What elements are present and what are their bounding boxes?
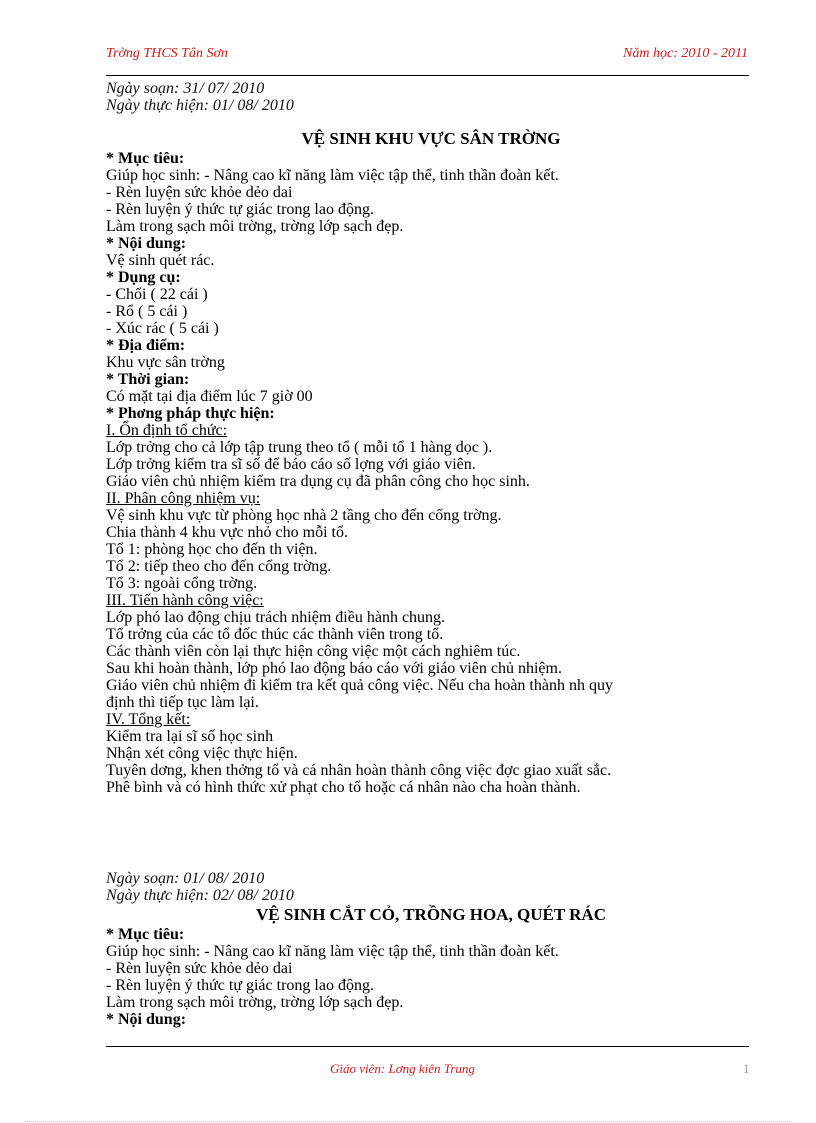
text-line: - Rổ ( 5 cái ) [106,303,188,320]
text-line: Khu vực sân trờng [106,354,225,371]
subsection-heading: III. Tiến hành công việc: [106,592,264,609]
school-year: Năm học: 2010 - 2011 [623,46,748,61]
lesson-title: VỆ SINH KHU VỰC SÂN TRỜNG [301,129,561,148]
text-line: Có mặt tại địa điểm lúc 7 giờ 00 [106,388,313,405]
text-line: Vệ sinh quét rác. [106,252,215,269]
lesson-1 [106,80,756,796]
section-heading: * Thời gian: [106,371,190,388]
subsection-heading: IV. Tổng kết: [106,711,191,728]
text-line: - Rèn luyện ý thức tự giác trong lao động. [106,977,374,994]
text-line: - Chổi ( 22 cái ) [106,286,208,303]
teacher-name: Giáo viên: Lơng kiên Trung [330,1061,475,1076]
section-heading: * Mục tiêu: [106,926,185,943]
footer-rule [106,1046,749,1047]
text-line: - Rèn luyện ý thức tự giác trong lao động. [106,201,374,218]
subsection-heading: I. Ổn định tổ chức: [106,422,228,439]
text-line: - Xúc rác ( 5 cái ) [106,320,219,337]
text-line: Các thành viên còn lại thực hiện công việc một cách nghiêm túc. [106,643,521,660]
text-line: Giúp học sinh: - Nâng cao kĩ năng làm việc tập thể, tinh thần đoàn kết. [106,167,559,184]
page-number: 1 [743,1061,750,1076]
date-executed: Ngày thực hiện: 01/ 08/ 2010 [106,97,294,114]
text-line: Sau khi hoàn thành, lớp phó lao động báo cáo với giáo viên chủ nhiệm. [106,660,562,677]
section-heading: * Phơng pháp thực hiện: [106,405,275,422]
text-line: Tổ 3: ngoài cổng trờng. [106,575,258,592]
section-heading: * Dụng cụ: [106,269,181,286]
text-line: Làm trong sạch môi trờng, trờng lớp sạch đẹp. [106,994,404,1011]
date-prepared: Ngày soạn: 31/ 07/ 2010 [106,80,265,97]
lesson-2-lines [106,926,756,1028]
text-line: Lớp trởng cho cả lớp tập trung theo tổ ( mỗi tổ 1 hàng dọc ). [106,439,493,456]
text-line: Lớp phó lao động chịu trách nhiệm điều hành chung. [106,609,446,626]
spacer [106,796,756,870]
text-line: Lớp trởng kiểm tra sĩ số để báo cáo số lợng với giáo viên. [106,456,476,473]
subsection-heading: II. Phân công nhiệm vụ: [106,490,261,507]
text-line: Kiểm tra lại sĩ số học sinh [106,728,274,745]
lesson-title: VỆ SINH CẮT CỎ, TRỒNG HOA, QUÉT RÁC [256,905,606,924]
text-line: Tuyên dơng, khen thởng tổ và cá nhân hoàn thành công việc đợc giao xuất sắc. [106,762,612,779]
text-line: Tổ 1: phòng học cho đến th viện. [106,541,318,558]
lesson-1-lines [106,150,756,796]
text-line: Chia thành 4 khu vực nhỏ cho mỗi tổ. [106,524,348,541]
date-executed: Ngày thực hiện: 02/ 08/ 2010 [106,887,294,904]
page-header [106,46,748,66]
text-line: Nhận xét công việc thực hiện. [106,745,298,762]
section-heading: * Nội dung: [106,1011,187,1028]
text-line: - Rèn luyện sức khỏe dẻo dai [106,184,293,201]
section-heading: * Nội dung: [106,235,187,252]
text-line: - Rèn luyện sức khỏe dẻo dai [106,960,293,977]
lesson-2 [106,870,756,1028]
text-line: Tổ trởng của các tổ đốc thúc các thành viên trong tổ. [106,626,444,643]
school-name: Trờng THCS Tân Sơn [106,46,228,61]
section-heading: * Mục tiêu: [106,150,185,167]
spacer [106,114,756,128]
text-line: Giáo viên chủ nhiệm kiểm tra dụng cụ đã phân công cho học sinh. [106,473,530,490]
text-line: Vệ sinh khu vực từ phòng học nhà 2 tầng cho đến cổng trờng. [106,507,502,524]
text-line: Tổ 2: tiếp theo cho đến cổng trờng. [106,558,332,575]
text-line: Phê bình và có hình thức xử phạt cho tổ hoặc cá nhân nào cha hoàn thành. [106,779,581,796]
header-rule [106,75,749,76]
text-line: Giúp học sinh: - Nâng cao kĩ năng làm việc tập thể, tinh thần đoàn kết. [106,943,559,960]
section-heading: * Địa điểm: [106,337,186,354]
text-line: Giáo viên chủ nhiệm đi kiểm tra kết quả công việc. Nếu cha hoàn thành nh quy [106,677,613,694]
page-edge [24,1121,792,1122]
text-line: Làm trong sạch môi trờng, trờng lớp sạch đẹp. [106,218,404,235]
document-body [106,80,756,1028]
text-line: định thì tiếp tục làm lại. [106,694,259,711]
date-prepared: Ngày soạn: 01/ 08/ 2010 [106,870,265,887]
